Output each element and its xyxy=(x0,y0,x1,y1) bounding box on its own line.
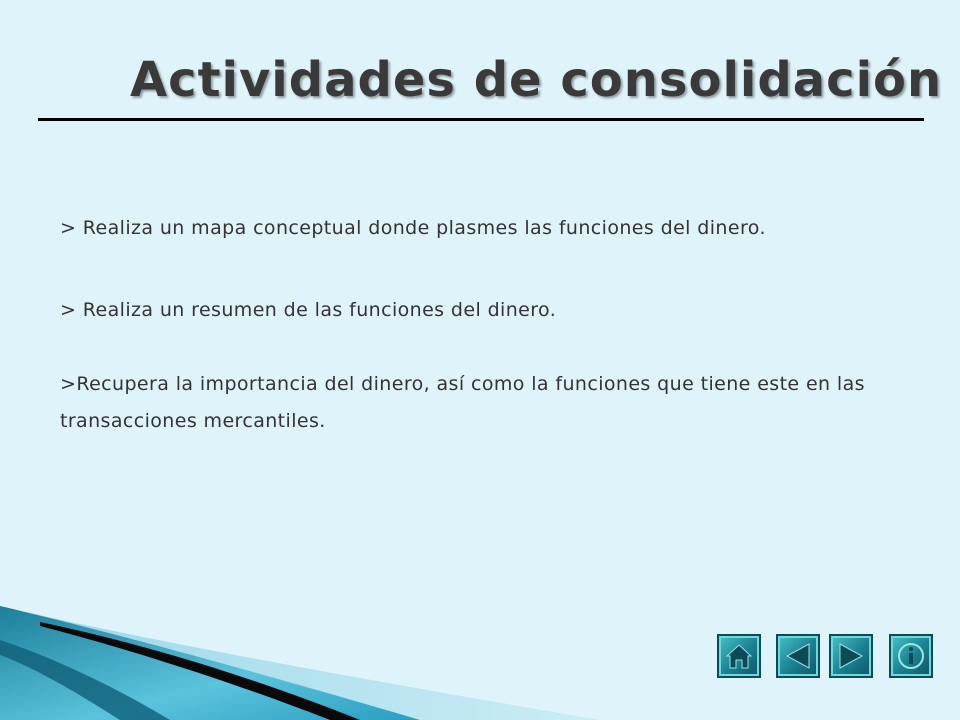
activity-1: > Realiza un mapa conceptual donde plasmes las funciones del dinero. xyxy=(60,217,766,239)
activity-3: >Recupera la importancia del dinero, así como la funciones que tiene este en las transacciones mercantiles. xyxy=(60,373,865,432)
activity-2: > Realiza un resumen de las funciones del dinero. xyxy=(60,299,557,321)
previous-button[interactable] xyxy=(776,634,820,678)
home-button[interactable] xyxy=(717,634,761,678)
next-button[interactable] xyxy=(829,634,873,678)
title-underline xyxy=(38,118,924,121)
info-icon xyxy=(891,636,931,676)
corner-swoosh-decoration xyxy=(0,600,620,720)
info-button[interactable] xyxy=(889,634,933,678)
arrow-left-icon xyxy=(778,636,818,676)
arrow-right-icon xyxy=(831,636,871,676)
home-icon xyxy=(719,636,759,676)
slide-title: Actividades de consolidación xyxy=(130,52,943,108)
